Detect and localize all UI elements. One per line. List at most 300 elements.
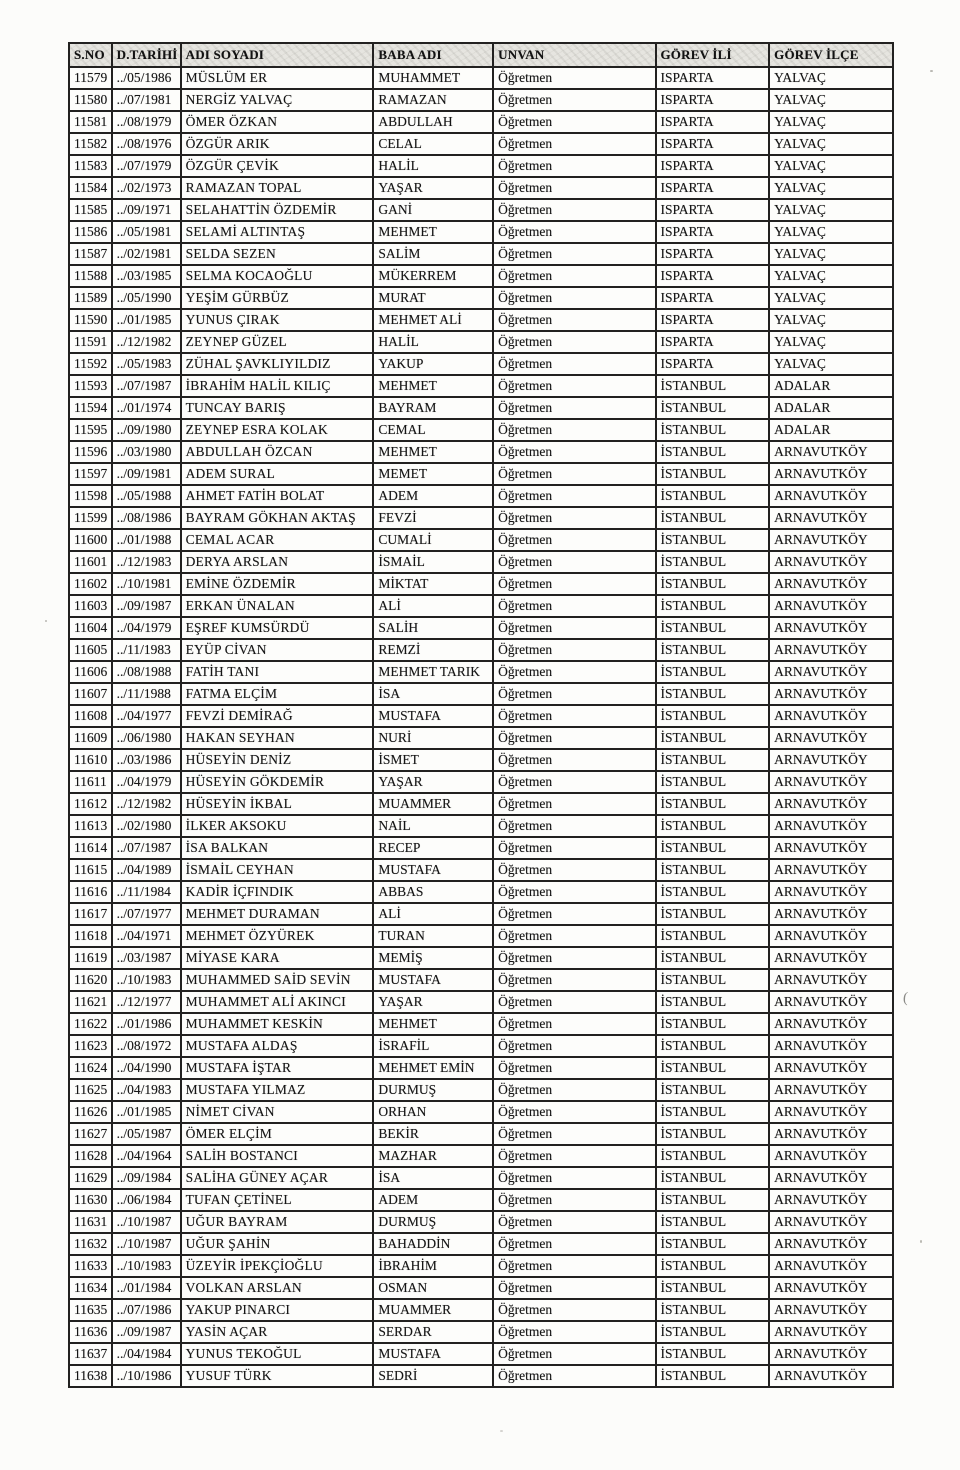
cell-fathername: MUHAMMET [373, 67, 493, 89]
cell-fathername: OSMAN [373, 1277, 493, 1299]
cell-fathername: İSRAFİL [373, 1035, 493, 1057]
cell-title: Öğretmen [493, 595, 655, 617]
cell-title: Öğretmen [493, 463, 655, 485]
cell-fullname: İLKER AKSOKU [181, 815, 374, 837]
cell-birthdate: ../05/1990 [112, 287, 181, 309]
cell-district: ARNAVUTKÖY [769, 573, 893, 595]
cell-birthdate: ../05/1986 [112, 67, 181, 89]
column-header-birthdate: D.TARİHİ [112, 43, 181, 67]
cell-sno: 11629 [69, 1167, 112, 1189]
cell-fullname: HAKAN SEYHAN [181, 727, 374, 749]
cell-birthdate: ../07/1987 [112, 375, 181, 397]
cell-sno: 11590 [69, 309, 112, 331]
cell-province: İSTANBUL [656, 375, 770, 397]
cell-fathername: MUSTAFA [373, 705, 493, 727]
cell-province: İSTANBUL [656, 1079, 770, 1101]
table-row [69, 1079, 893, 1101]
cell-province: İSTANBUL [656, 837, 770, 859]
cell-fathername: MEHMET TARIK [373, 661, 493, 683]
table-row [69, 1123, 893, 1145]
table-row [69, 221, 893, 243]
cell-title: Öğretmen [493, 111, 655, 133]
cell-title: Öğretmen [493, 947, 655, 969]
cell-district: ARNAVUTKÖY [769, 969, 893, 991]
cell-sno: 11618 [69, 925, 112, 947]
cell-fathername: MEHMET EMİN [373, 1057, 493, 1079]
header-row [69, 43, 893, 67]
cell-fathername: MEMİŞ [373, 947, 493, 969]
cell-sno: 11611 [69, 771, 112, 793]
cell-district: ADALAR [769, 375, 893, 397]
cell-province: İSTANBUL [656, 1123, 770, 1145]
cell-fullname: İBRAHİM HALİL KILIÇ [181, 375, 374, 397]
cell-birthdate: ../07/1986 [112, 1299, 181, 1321]
cell-district: ARNAVUTKÖY [769, 529, 893, 551]
cell-title: Öğretmen [493, 1057, 655, 1079]
cell-fullname: MEHMET DURAMAN [181, 903, 374, 925]
cell-province: ISPARTA [656, 177, 770, 199]
table-row [69, 1255, 893, 1277]
cell-sno: 11581 [69, 111, 112, 133]
cell-district: ARNAVUTKÖY [769, 595, 893, 617]
cell-sno: 11616 [69, 881, 112, 903]
cell-sno: 11591 [69, 331, 112, 353]
cell-district: ARNAVUTKÖY [769, 705, 893, 727]
cell-fathername: CUMALİ [373, 529, 493, 551]
cell-fullname: MÜSLÜM ER [181, 67, 374, 89]
cell-fullname: AHMET FATİH BOLAT [181, 485, 374, 507]
cell-fathername: TURAN [373, 925, 493, 947]
cell-sno: 11626 [69, 1101, 112, 1123]
cell-fullname: TUFAN ÇETİNEL [181, 1189, 374, 1211]
cell-fullname: ADEM SURAL [181, 463, 374, 485]
cell-district: ARNAVUTKÖY [769, 551, 893, 573]
table-row [69, 1013, 893, 1035]
cell-fullname: ÖMER ELÇİM [181, 1123, 374, 1145]
cell-title: Öğretmen [493, 991, 655, 1013]
cell-fullname: MUHAMMED SAİD SEVİN [181, 969, 374, 991]
cell-sno: 11622 [69, 1013, 112, 1035]
table-row [69, 1233, 893, 1255]
table-row [69, 551, 893, 573]
cell-title: Öğretmen [493, 1123, 655, 1145]
cell-province: ISPARTA [656, 221, 770, 243]
cell-title: Öğretmen [493, 89, 655, 111]
cell-fathername: CEMAL [373, 419, 493, 441]
cell-fathername: REMZİ [373, 639, 493, 661]
table-row [69, 903, 893, 925]
table-row [69, 1321, 893, 1343]
table-row [69, 661, 893, 683]
cell-fathername: RAMAZAN [373, 89, 493, 111]
cell-birthdate: ../03/1985 [112, 265, 181, 287]
table-row [69, 1189, 893, 1211]
column-header-fullname: ADI SOYADI [181, 43, 374, 67]
cell-fathername: MUSTAFA [373, 1343, 493, 1365]
cell-sno: 11635 [69, 1299, 112, 1321]
cell-sno: 11600 [69, 529, 112, 551]
cell-province: İSTANBUL [656, 947, 770, 969]
cell-sno: 11619 [69, 947, 112, 969]
cell-district: ARNAVUTKÖY [769, 1145, 893, 1167]
cell-fathername: YAKUP [373, 353, 493, 375]
cell-province: İSTANBUL [656, 595, 770, 617]
table-row [69, 1299, 893, 1321]
cell-sno: 11624 [69, 1057, 112, 1079]
cell-sno: 11593 [69, 375, 112, 397]
cell-fullname: KADİR İÇFINDIK [181, 881, 374, 903]
cell-title: Öğretmen [493, 1167, 655, 1189]
cell-birthdate: ../09/1971 [112, 199, 181, 221]
table-row [69, 529, 893, 551]
cell-birthdate: ../04/1989 [112, 859, 181, 881]
cell-province: İSTANBUL [656, 485, 770, 507]
cell-province: İSTANBUL [656, 925, 770, 947]
cell-district: ARNAVUTKÖY [769, 727, 893, 749]
cell-province: İSTANBUL [656, 1145, 770, 1167]
cell-province: ISPARTA [656, 331, 770, 353]
cell-sno: 11599 [69, 507, 112, 529]
cell-title: Öğretmen [493, 1013, 655, 1035]
cell-district: ARNAVUTKÖY [769, 463, 893, 485]
cell-district: YALVAÇ [769, 265, 893, 287]
cell-birthdate: ../04/1971 [112, 925, 181, 947]
cell-birthdate: ../07/1977 [112, 903, 181, 925]
cell-province: İSTANBUL [656, 903, 770, 925]
cell-sno: 11606 [69, 661, 112, 683]
cell-province: İSTANBUL [656, 1343, 770, 1365]
table-row [69, 925, 893, 947]
cell-fullname: UĞUR BAYRAM [181, 1211, 374, 1233]
cell-fathername: FEVZİ [373, 507, 493, 529]
cell-birthdate: ../10/1986 [112, 1365, 181, 1387]
table-row [69, 353, 893, 375]
cell-fullname: ERKAN ÜNALAN [181, 595, 374, 617]
cell-title: Öğretmen [493, 661, 655, 683]
table-row [69, 1365, 893, 1387]
cell-fullname: FATİH TANI [181, 661, 374, 683]
cell-title: Öğretmen [493, 683, 655, 705]
cell-sno: 11602 [69, 573, 112, 595]
cell-fullname: FATMA ELÇİM [181, 683, 374, 705]
cell-sno: 11595 [69, 419, 112, 441]
cell-province: İSTANBUL [656, 815, 770, 837]
cell-sno: 11610 [69, 749, 112, 771]
table-row [69, 133, 893, 155]
table-row [69, 309, 893, 331]
cell-title: Öğretmen [493, 529, 655, 551]
cell-birthdate: ../12/1982 [112, 793, 181, 815]
cell-fathername: MİKTAT [373, 573, 493, 595]
cell-fathername: İSMET [373, 749, 493, 771]
cell-title: Öğretmen [493, 925, 655, 947]
scan-speck [500, 1430, 503, 1432]
cell-birthdate: ../10/1983 [112, 969, 181, 991]
scan-artifact-paren: ( [902, 989, 909, 1007]
cell-title: Öğretmen [493, 859, 655, 881]
table-row [69, 705, 893, 727]
table-row [69, 683, 893, 705]
cell-fullname: FEVZİ DEMİRAĞ [181, 705, 374, 727]
table-row [69, 485, 893, 507]
cell-province: ISPARTA [656, 89, 770, 111]
cell-birthdate: ../08/1972 [112, 1035, 181, 1057]
cell-title: Öğretmen [493, 1101, 655, 1123]
cell-birthdate: ../01/1988 [112, 529, 181, 551]
table-body [69, 67, 893, 1387]
cell-birthdate: ../05/1981 [112, 221, 181, 243]
cell-sno: 11582 [69, 133, 112, 155]
cell-sno: 11613 [69, 815, 112, 837]
cell-district: YALVAÇ [769, 287, 893, 309]
cell-province: İSTANBUL [656, 1255, 770, 1277]
cell-fullname: ZEYNEP ESRA KOLAK [181, 419, 374, 441]
cell-birthdate: ../07/1981 [112, 89, 181, 111]
table-row [69, 793, 893, 815]
cell-district: ARNAVUTKÖY [769, 1233, 893, 1255]
cell-fullname: HÜSEYİN GÖKDEMİR [181, 771, 374, 793]
cell-sno: 11625 [69, 1079, 112, 1101]
cell-fathername: ALİ [373, 903, 493, 925]
cell-province: ISPARTA [656, 243, 770, 265]
cell-district: YALVAÇ [769, 155, 893, 177]
cell-district: YALVAÇ [769, 133, 893, 155]
cell-birthdate: ../11/1988 [112, 683, 181, 705]
cell-fullname: SELDA SEZEN [181, 243, 374, 265]
cell-fathername: NURİ [373, 727, 493, 749]
cell-birthdate: ../09/1984 [112, 1167, 181, 1189]
cell-district: ARNAVUTKÖY [769, 1035, 893, 1057]
table-row [69, 111, 893, 133]
cell-birthdate: ../11/1983 [112, 639, 181, 661]
table-row [69, 243, 893, 265]
cell-birthdate: ../02/1973 [112, 177, 181, 199]
cell-province: ISPARTA [656, 133, 770, 155]
table-row [69, 67, 893, 89]
cell-sno: 11605 [69, 639, 112, 661]
cell-fathername: MEHMET ALİ [373, 309, 493, 331]
cell-fathername: BAHADDİN [373, 1233, 493, 1255]
cell-title: Öğretmen [493, 419, 655, 441]
cell-district: ARNAVUTKÖY [769, 837, 893, 859]
cell-title: Öğretmen [493, 177, 655, 199]
cell-title: Öğretmen [493, 1233, 655, 1255]
cell-fathername: MUSTAFA [373, 969, 493, 991]
table-row [69, 881, 893, 903]
column-header-sno: S.NO [69, 43, 112, 67]
scan-speck [920, 1240, 922, 1243]
cell-title: Öğretmen [493, 1343, 655, 1365]
cell-fathername: İSA [373, 1167, 493, 1189]
cell-sno: 11627 [69, 1123, 112, 1145]
cell-fathername: BAYRAM [373, 397, 493, 419]
cell-province: İSTANBUL [656, 793, 770, 815]
cell-fullname: ABDULLAH ÖZCAN [181, 441, 374, 463]
table-header [69, 43, 893, 67]
cell-province: İSTANBUL [656, 969, 770, 991]
cell-sno: 11636 [69, 1321, 112, 1343]
cell-province: İSTANBUL [656, 771, 770, 793]
cell-fullname: YEŞİM GÜRBÜZ [181, 287, 374, 309]
cell-sno: 11586 [69, 221, 112, 243]
cell-district: ARNAVUTKÖY [769, 1057, 893, 1079]
cell-province: İSTANBUL [656, 1167, 770, 1189]
cell-district: ARNAVUTKÖY [769, 639, 893, 661]
cell-fathername: HALİL [373, 331, 493, 353]
cell-title: Öğretmen [493, 1299, 655, 1321]
cell-birthdate: ../06/1984 [112, 1189, 181, 1211]
cell-province: İSTANBUL [656, 1321, 770, 1343]
cell-birthdate: ../10/1987 [112, 1233, 181, 1255]
cell-fullname: MUSTAFA YILMAZ [181, 1079, 374, 1101]
cell-fullname: EYÜP CİVAN [181, 639, 374, 661]
cell-district: ARNAVUTKÖY [769, 1321, 893, 1343]
cell-birthdate: ../08/1988 [112, 661, 181, 683]
cell-sno: 11615 [69, 859, 112, 881]
cell-birthdate: ../09/1987 [112, 595, 181, 617]
cell-birthdate: ../08/1979 [112, 111, 181, 133]
cell-birthdate: ../04/1983 [112, 1079, 181, 1101]
cell-district: YALVAÇ [769, 199, 893, 221]
cell-birthdate: ../05/1987 [112, 1123, 181, 1145]
cell-district: ARNAVUTKÖY [769, 903, 893, 925]
cell-sno: 11594 [69, 397, 112, 419]
cell-birthdate: ../04/1979 [112, 771, 181, 793]
cell-fathername: MURAT [373, 287, 493, 309]
cell-province: ISPARTA [656, 309, 770, 331]
cell-title: Öğretmen [493, 727, 655, 749]
cell-district: YALVAÇ [769, 353, 893, 375]
cell-fathername: CELAL [373, 133, 493, 155]
cell-fullname: MUHAMMET KESKİN [181, 1013, 374, 1035]
cell-sno: 11612 [69, 793, 112, 815]
cell-title: Öğretmen [493, 1035, 655, 1057]
table-row [69, 419, 893, 441]
cell-district: YALVAÇ [769, 67, 893, 89]
table-row [69, 991, 893, 1013]
cell-district: ARNAVUTKÖY [769, 793, 893, 815]
cell-fathername: MAZHAR [373, 1145, 493, 1167]
cell-sno: 11596 [69, 441, 112, 463]
cell-province: İSTANBUL [656, 529, 770, 551]
cell-district: ARNAVUTKÖY [769, 991, 893, 1013]
cell-province: İSTANBUL [656, 683, 770, 705]
table-row [69, 1211, 893, 1233]
table-row [69, 155, 893, 177]
cell-district: ARNAVUTKÖY [769, 1013, 893, 1035]
cell-birthdate: ../04/1990 [112, 1057, 181, 1079]
cell-sno: 11608 [69, 705, 112, 727]
cell-sno: 11633 [69, 1255, 112, 1277]
table-row [69, 617, 893, 639]
cell-title: Öğretmen [493, 1145, 655, 1167]
cell-district: ARNAVUTKÖY [769, 441, 893, 463]
cell-fathername: MEHMET [373, 1013, 493, 1035]
cell-title: Öğretmen [493, 1189, 655, 1211]
table-row [69, 837, 893, 859]
cell-province: İSTANBUL [656, 1035, 770, 1057]
cell-title: Öğretmen [493, 837, 655, 859]
cell-district: ARNAVUTKÖY [769, 1255, 893, 1277]
cell-fullname: SELMA KOCAOĞLU [181, 265, 374, 287]
cell-sno: 11628 [69, 1145, 112, 1167]
cell-province: ISPARTA [656, 199, 770, 221]
cell-province: İSTANBUL [656, 1299, 770, 1321]
cell-title: Öğretmen [493, 881, 655, 903]
cell-fullname: DERYA ARSLAN [181, 551, 374, 573]
cell-title: Öğretmen [493, 705, 655, 727]
cell-fathername: MEHMET [373, 375, 493, 397]
table-row [69, 749, 893, 771]
cell-sno: 11638 [69, 1365, 112, 1387]
cell-fullname: CEMAL ACAR [181, 529, 374, 551]
cell-birthdate: ../08/1986 [112, 507, 181, 529]
cell-birthdate: ../12/1977 [112, 991, 181, 1013]
cell-sno: 11592 [69, 353, 112, 375]
cell-title: Öğretmen [493, 243, 655, 265]
cell-fullname: VOLKAN ARSLAN [181, 1277, 374, 1299]
table-row [69, 639, 893, 661]
cell-birthdate: ../03/1980 [112, 441, 181, 463]
cell-province: İSTANBUL [656, 397, 770, 419]
cell-fathername: ADEM [373, 1189, 493, 1211]
cell-district: ARNAVUTKÖY [769, 683, 893, 705]
cell-birthdate: ../09/1981 [112, 463, 181, 485]
cell-district: YALVAÇ [769, 309, 893, 331]
cell-title: Öğretmen [493, 67, 655, 89]
cell-province: İSTANBUL [656, 639, 770, 661]
cell-fullname: HÜSEYİN DENİZ [181, 749, 374, 771]
cell-province: ISPARTA [656, 111, 770, 133]
cell-district: YALVAÇ [769, 89, 893, 111]
cell-fullname: UĞUR ŞAHİN [181, 1233, 374, 1255]
cell-district: ARNAVUTKÖY [769, 1123, 893, 1145]
cell-fathername: MÜKERREM [373, 265, 493, 287]
cell-title: Öğretmen [493, 771, 655, 793]
cell-sno: 11609 [69, 727, 112, 749]
cell-title: Öğretmen [493, 133, 655, 155]
cell-fullname: YUSUF TÜRK [181, 1365, 374, 1387]
cell-fathername: HALİL [373, 155, 493, 177]
personnel-table [68, 42, 894, 1388]
cell-fathername: RECEP [373, 837, 493, 859]
cell-fullname: ÖMER ÖZKAN [181, 111, 374, 133]
cell-district: ARNAVUTKÖY [769, 1211, 893, 1233]
cell-birthdate: ../01/1985 [112, 1101, 181, 1123]
cell-title: Öğretmen [493, 485, 655, 507]
cell-birthdate: ../10/1981 [112, 573, 181, 595]
cell-province: İSTANBUL [656, 1013, 770, 1035]
cell-district: ARNAVUTKÖY [769, 925, 893, 947]
cell-district: ARNAVUTKÖY [769, 815, 893, 837]
cell-fathername: YAŞAR [373, 771, 493, 793]
cell-birthdate: ../10/1983 [112, 1255, 181, 1277]
cell-fathername: ORHAN [373, 1101, 493, 1123]
cell-title: Öğretmen [493, 1211, 655, 1233]
cell-district: ARNAVUTKÖY [769, 749, 893, 771]
cell-fathername: MEMET [373, 463, 493, 485]
cell-fathername: SEDRİ [373, 1365, 493, 1387]
cell-fullname: TUNCAY BARIŞ [181, 397, 374, 419]
cell-birthdate: ../01/1986 [112, 1013, 181, 1035]
table-row [69, 507, 893, 529]
cell-sno: 11634 [69, 1277, 112, 1299]
cell-sno: 11588 [69, 265, 112, 287]
table-row [69, 177, 893, 199]
cell-district: ARNAVUTKÖY [769, 507, 893, 529]
cell-fathername: SALİM [373, 243, 493, 265]
cell-province: İSTANBUL [656, 1365, 770, 1387]
